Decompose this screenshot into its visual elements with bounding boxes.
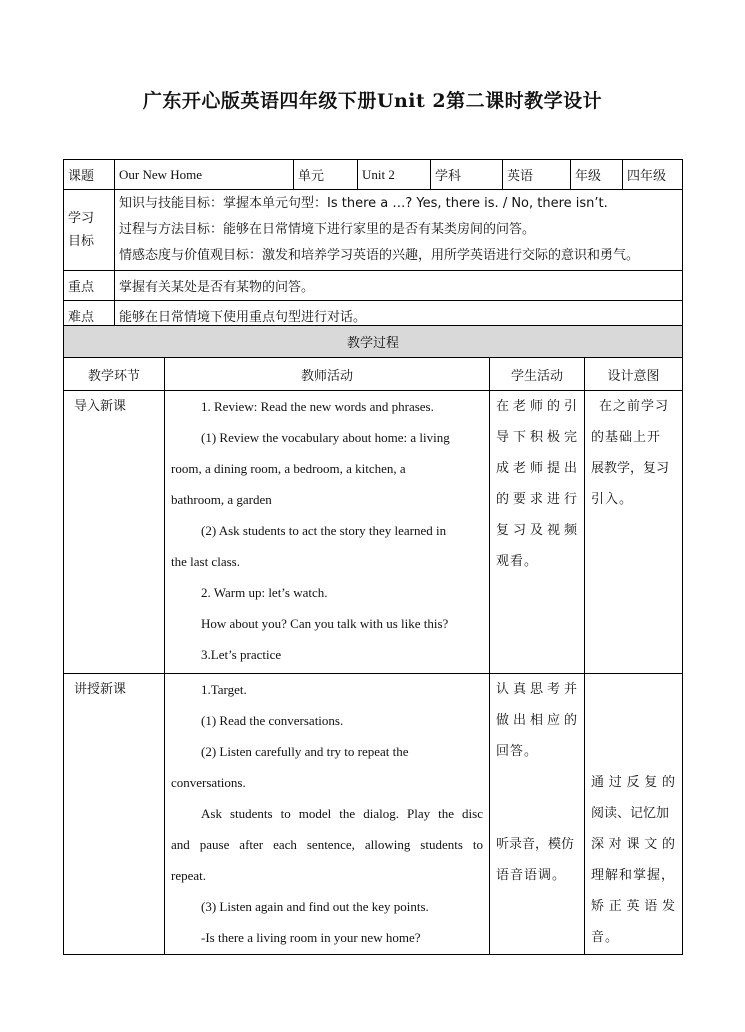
info-row-key <box>64 271 683 301</box>
teach-intent-line: 理解和掌握， <box>591 868 676 883</box>
intro-teacher-line: the last class. <box>171 554 240 569</box>
intro-student-line: 复习及视频 <box>496 523 578 538</box>
intro-teacher-line: (1) Review the vocabulary about home: a living <box>201 430 450 445</box>
teach-intent-line: 通过反复的 <box>591 775 677 790</box>
teach-student-cell <box>490 674 585 955</box>
process-section-title: 教学过程 <box>64 326 683 358</box>
header-teacher: 教师活动 <box>165 358 490 391</box>
teach-teacher-line: repeat. <box>171 868 207 883</box>
teach-teacher-line: conversations. <box>171 775 246 790</box>
teach-intent-line: 阅读、记忆加 <box>591 806 670 821</box>
process-header-row <box>64 358 683 391</box>
teach-student-spacer <box>496 767 578 829</box>
intro-intent-line: 在之前学习 <box>599 399 670 414</box>
teach-intent-spacer <box>591 674 676 767</box>
teach-intent-line: 音。 <box>591 930 620 945</box>
goal-process: 过程与方法目标：能够在日常情境下进行家里的是否有某类房间的问答。 <box>119 222 536 237</box>
goals-content <box>115 190 683 271</box>
document-title: 广东开心版英语四年级下册Unit 2第二课时教学设计 <box>142 90 603 112</box>
teach-teacher-cell <box>165 674 490 955</box>
header-student: 学生活动 <box>490 358 585 391</box>
teach-stage: 讲授新课 <box>74 682 127 697</box>
teach-intent-cell <box>585 674 683 955</box>
teach-student-line: 语音语调。 <box>496 868 567 883</box>
info-table <box>63 159 683 331</box>
teach-student-line: 回答。 <box>496 744 539 759</box>
intro-student-line: 观看。 <box>496 554 539 569</box>
key-label: 重点 <box>64 271 115 301</box>
intro-stage-cell <box>64 391 165 674</box>
goal-knowledge: 知识与技能目标：掌握本单元句型：Is there a …? Yes, there is. / No, there isn’t. <box>119 196 608 211</box>
teach-stage-cell <box>64 674 165 955</box>
key-value: 掌握有关某处是否有某物的问答。 <box>115 271 683 301</box>
intro-teacher-cell <box>165 391 490 674</box>
subject-label: 学科 <box>431 160 503 190</box>
teach-intent-line: 深对课文的 <box>591 837 677 852</box>
intro-teacher-line: bathroom, a garden <box>171 492 272 507</box>
intro-student-line: 导下积极完 <box>496 430 578 445</box>
teach-teacher-line: 1.Target. <box>201 682 247 697</box>
grade-label: 年级 <box>571 160 623 190</box>
intro-intent-cell <box>585 391 683 674</box>
teach-teacher-line: (3) Listen again and find out the key points. <box>201 899 429 914</box>
intro-intent-line: 展教学，复习 <box>591 461 670 476</box>
intro-student-line: 的要求进行 <box>496 492 578 507</box>
unit-value: Unit 2 <box>358 160 431 190</box>
subject-value: 英语 <box>503 160 571 190</box>
intro-intent-line: 的基础上开 <box>591 430 662 445</box>
intro-teacher-line: 2. Warm up: let’s watch. <box>201 585 328 600</box>
topic-value: Our New Home <box>115 160 294 190</box>
intro-student-line: 在老师的引 <box>496 399 578 414</box>
intro-teacher-line: How about you? Can you talk with us like this? <box>201 616 449 631</box>
intro-student-line: 成老师提出 <box>496 461 578 476</box>
info-row-goals <box>64 190 683 271</box>
header-stage: 教学环节 <box>64 358 165 391</box>
header-intent: 设计意图 <box>585 358 683 391</box>
goals-label-line-1: 学习 <box>68 211 95 226</box>
teach-student-line: 听录音，模仿 <box>496 837 575 852</box>
teach-student-line: 认真思考并 <box>496 682 578 697</box>
teach-teacher-line: -Is there a living room in your new home? <box>201 930 421 945</box>
intro-intent-line: 引入。 <box>591 492 634 507</box>
grade-value: 四年级 <box>623 160 683 190</box>
goals-label <box>64 190 115 271</box>
intro-teacher-line: 3.Let’s practice <box>201 647 282 662</box>
intro-student-cell <box>490 391 585 674</box>
teach-intent-line: 矫正英语发 <box>591 899 677 914</box>
teach-teacher-line: and pause after each sentence, allowing students to <box>171 837 483 852</box>
goal-attitude: 情感态度与价值观目标：激发和培养学习英语的兴趣，用所学英语进行交际的意识和勇气。 <box>119 248 640 263</box>
teach-teacher-line: (1) Read the conversations. <box>201 713 344 728</box>
info-row-topic <box>64 160 683 190</box>
intro-teacher-line: 1. Review: Read the new words and phrases. <box>201 399 434 414</box>
process-row-intro <box>64 391 683 674</box>
goals-label-line-2: 目标 <box>68 234 95 249</box>
process-table <box>63 325 683 955</box>
teach-teacher-line: (2) Listen carefully and try to repeat the <box>201 744 409 759</box>
intro-stage: 导入新课 <box>74 399 127 414</box>
difficulty-value: 能够在日常情境下使用重点句型进行对话。 <box>115 301 683 331</box>
intro-teacher-line: (2) Ask students to act the story they learned in <box>201 523 447 538</box>
teach-teacher-line: Ask students to model the dialog. Play the disc <box>201 806 483 821</box>
intro-teacher-line: room, a dining room, a bedroom, a kitchen, a <box>171 461 406 476</box>
topic-label: 课题 <box>64 160 115 190</box>
difficulty-label: 难点 <box>64 301 115 331</box>
process-row-teach <box>64 674 683 955</box>
unit-label: 单元 <box>294 160 358 190</box>
teach-student-line: 做出相应的 <box>496 713 578 728</box>
